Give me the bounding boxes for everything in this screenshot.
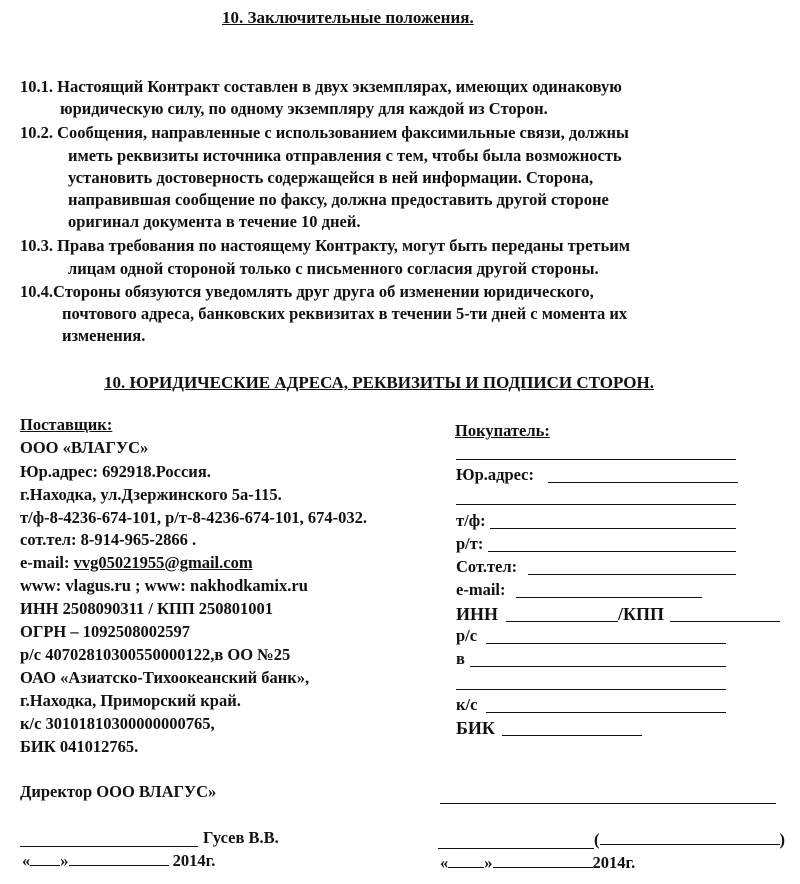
buyer-fax-line — [490, 528, 736, 529]
buyer-date-open: « — [440, 853, 449, 872]
supplier-city: г.Находка, ул.Дзержинского 5а-115. — [20, 485, 282, 504]
clause-10-2-line-3: установить достоверность содержащейся в ней информации. Сторона, — [68, 168, 594, 187]
supplier-phones: т/ф-8-4236-674-101, р/т-8-4236-674-101, 674-032. — [20, 508, 368, 527]
buyer-month-blank — [493, 866, 593, 868]
supplier-date — [22, 853, 215, 870]
buyer-rt-label: р/т: — [456, 534, 484, 553]
clause-10-4-line-3: изменения. — [62, 326, 146, 345]
requisites-title: 10. ЮРИДИЧЕСКИЕ АДРЕСА, РЕКВИЗИТЫ И ПОДПИСИ СТОРОН. — [104, 373, 654, 392]
buyer-rt-line — [488, 551, 736, 552]
clause-10-3-line-1: 10.3. Права требования по настоящему Контракту, могут быть переданы третьим — [20, 236, 630, 255]
supplier-email-label: e-mail: — [20, 553, 74, 572]
clause-10-2-line-4: направившая сообщение по факсу, должна предоставить другой стороне — [68, 190, 609, 209]
supplier-year: 2014г. — [172, 851, 216, 870]
supplier-date-close: » — [60, 851, 69, 870]
supplier-account: р/с 40702810300550000122,в ОО №25 — [20, 645, 291, 664]
supplier-bank-city: г.Находка, Приморский край. — [20, 691, 241, 710]
buyer-signature-line — [438, 848, 594, 849]
buyer-signer-blank — [600, 843, 780, 845]
section-title: 10. Заключительные положения. — [222, 8, 474, 27]
buyer-bank-line — [470, 666, 726, 667]
supplier-corr-account: к/с 30101810300000000765, — [20, 714, 215, 733]
buyer-bank-line-2 — [456, 689, 726, 690]
buyer-director-line — [440, 803, 776, 804]
clause-10-4-line-1: 10.4.Стороны обязуются уведомлять друг друга об изменении юридического, — [20, 282, 594, 301]
buyer-email-label: e-mail: — [456, 580, 506, 599]
supplier-bank: ОАО «Азиатско-Тихоокеанский банк», — [20, 668, 310, 687]
buyer-account-label: р/с — [456, 626, 478, 645]
buyer-kpp-label: /КПП — [618, 604, 665, 624]
supplier-address: Юр.адрес: 692918.Россия. — [20, 462, 211, 481]
clause-10-4-line-2: почтового адреса, банковских реквизитах в течении 5-ти дней с момента их — [62, 304, 628, 323]
clause-10-2-line-1: 10.2. Сообщения, направленные с использованием факсимильные связи, должны — [20, 123, 629, 142]
buyer-email-line — [516, 597, 702, 598]
buyer-mobile-label: Сот.тел: — [456, 557, 518, 576]
buyer-jur-address-line — [548, 482, 738, 483]
supplier-date-open: « — [22, 851, 31, 870]
supplier-signer: Гусев В.В. — [203, 828, 279, 847]
supplier-day-blank — [30, 864, 60, 866]
buyer-bik-line — [502, 735, 642, 736]
buyer-bik-label: БИК — [456, 718, 495, 738]
buyer-corr-label: к/с — [456, 695, 478, 714]
clause-10-1-line-1: 10.1. Настоящий Контракт составлен в двух экземплярах, имеющих одинаковую — [20, 77, 622, 96]
buyer-line-1 — [456, 459, 736, 460]
clause-10-2-line-2: иметь реквизиты источника отправления с тем, чтобы была возможность — [68, 146, 622, 165]
supplier-signature-line — [20, 846, 198, 847]
buyer-date — [440, 855, 635, 872]
buyer-address-line-2 — [456, 504, 736, 505]
buyer-corr-line — [486, 712, 726, 713]
supplier-bik: БИК 041012765. — [20, 737, 139, 756]
clause-10-1-line-2: юридическую силу, по одному экземпляру для каждой из Сторон. — [60, 99, 548, 118]
supplier-director: Директор ООО ВЛАГУС» — [20, 782, 217, 801]
buyer-heading: Покупатель: — [455, 421, 550, 440]
supplier-ogrn: ОГРН – 1092508002597 — [20, 622, 190, 641]
buyer-account-line — [486, 643, 726, 644]
clause-10-3-line-2: лицам одной стороной только с письменного согласия другой стороны. — [68, 259, 599, 278]
buyer-bank-label: в — [456, 649, 465, 668]
buyer-mobile-line — [528, 574, 736, 575]
buyer-inn-label: ИНН — [456, 604, 499, 624]
buyer-signer-name — [594, 832, 785, 849]
buyer-day-blank — [448, 866, 484, 868]
supplier-mobile: сот.тел: 8-914-965-2866 . — [20, 530, 197, 549]
buyer-inn-line — [506, 621, 618, 622]
buyer-kpp-line — [670, 621, 780, 622]
supplier-inn-kpp: ИНН 2508090311 / КПП 250801001 — [20, 599, 274, 618]
clause-10-2-line-5: оригинал документа в течение 10 дней. — [68, 212, 361, 231]
supplier-email-link[interactable]: vvg05021955@gmail.com — [73, 553, 253, 572]
buyer-fax-label: т/ф: — [456, 511, 486, 530]
supplier-name: ООО «ВЛАГУС» — [20, 438, 149, 457]
supplier-month-blank — [69, 864, 169, 866]
buyer-paren-open: ( — [594, 830, 600, 849]
buyer-date-close: » — [484, 853, 493, 872]
buyer-paren-close: ) — [779, 830, 785, 849]
buyer-jur-address-label: Юр.адрес: — [456, 465, 534, 484]
supplier-email-row — [20, 555, 253, 572]
buyer-year: 2014г. — [592, 853, 636, 872]
supplier-websites: www: vlagus.ru ; www: nakhodkamix.ru — [20, 576, 308, 595]
supplier-heading: Поставщик: — [20, 415, 113, 434]
